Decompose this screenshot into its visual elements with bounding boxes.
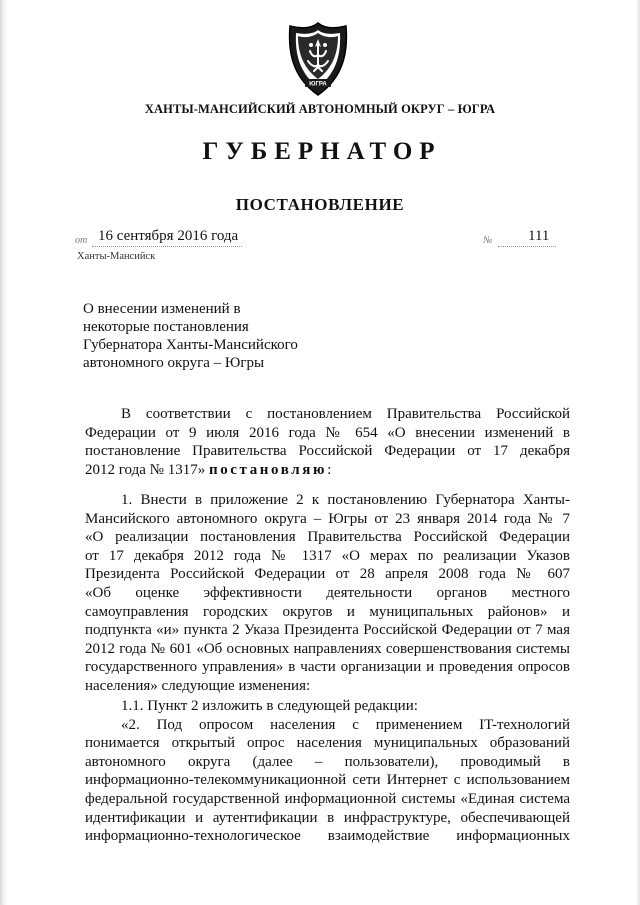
authority-title: ГУБЕРНАТОР bbox=[202, 138, 442, 165]
preamble-colon: : bbox=[327, 461, 332, 478]
paragraph-line: автономного округа (далее – пользователи), проводимый в bbox=[85, 753, 570, 770]
scan-edge-right bbox=[636, 0, 640, 905]
paragraph-line: «О реализации постановления Правительства Российской Федерации bbox=[85, 529, 570, 546]
paragraph-line: от 17 декабря 2012 года № 1317 «О мерах по реализации Указов bbox=[85, 547, 570, 564]
paragraph-line: Мансийского автономного округа – Югры от 23 января 2014 года № 7 bbox=[85, 510, 570, 527]
subject-line: некоторые постановления bbox=[83, 319, 249, 335]
item-1-1-paragraph bbox=[85, 697, 570, 846]
decree-word: постановляю bbox=[208, 461, 328, 478]
paragraph-line: населения» следующие изменения: bbox=[85, 677, 311, 694]
scan-edge-left bbox=[0, 0, 7, 905]
paragraph-line: понимается открытый опрос населения муниципальных образований bbox=[85, 735, 570, 752]
coat-of-arms-emblem bbox=[286, 21, 350, 97]
document-type: ПОСТАНОВЛЕНИЕ bbox=[235, 195, 405, 214]
paragraph-line: информационно-технологическое взаимодействие информационных bbox=[85, 828, 570, 845]
paragraph-line: самоуправления городских округов и муниципальных районов» и bbox=[85, 603, 570, 620]
paragraph-line: постановление Правительства Российской Федерации от 17 декабря bbox=[85, 443, 570, 460]
number-prefix: № bbox=[483, 235, 493, 246]
paragraph-line: информационно-телекоммуникационной сети Интернет с использованием bbox=[85, 772, 570, 789]
emblem-text: ЮГРА bbox=[309, 81, 327, 88]
date-underline bbox=[92, 246, 242, 247]
document-number: 111 bbox=[528, 228, 550, 244]
paragraph-line: идентификации и аутентификации в инфраструктуре, обеспечивающей bbox=[85, 809, 570, 826]
paragraph-line: подпункта «и» пункта 2 Указа Президента Российской Федерации от 7 мая bbox=[85, 622, 570, 639]
paragraph-line: государственного управления» в части организации и проведения опросов bbox=[85, 659, 570, 676]
paragraph-line bbox=[85, 461, 570, 480]
paragraph-line: Федерации от 9 июля 2016 года № 654 «О внесении изменений в bbox=[85, 424, 570, 441]
number-underline bbox=[498, 246, 556, 247]
paragraph-line: Президента Российской Федерации от 28 апреля 2008 года № 607 bbox=[85, 566, 570, 583]
paragraph-line: 1.1. Пункт 2 изложить в следующей редакции: bbox=[121, 698, 418, 714]
document-date: 16 сентября 2016 года bbox=[98, 228, 239, 244]
paragraph-line: 1. Внести в приложение 2 к постановлению Губернатора Ханты- bbox=[121, 492, 570, 508]
paragraph-line: В соответствии с постановлением Правительства Российской bbox=[121, 406, 570, 422]
document-city: Ханты-Мансийск bbox=[77, 251, 156, 262]
paragraph-line: «Об оценке эффективности деятельности органов местного bbox=[85, 584, 570, 601]
date-prefix: от bbox=[75, 235, 88, 246]
subject-line: автономного округа – Югры bbox=[83, 355, 265, 371]
preamble-last-text: 2012 года № 1317» bbox=[85, 461, 209, 478]
item-1-paragraph bbox=[85, 491, 570, 696]
preamble-paragraph bbox=[85, 405, 570, 479]
document-subject bbox=[83, 300, 298, 372]
subject-line: Губернатора Ханты-Мансийского bbox=[83, 337, 298, 353]
paragraph-line: «2. Под опросом населения с применением IT-технологий bbox=[121, 716, 570, 733]
paragraph-line: 2012 года № 601 «Об основных направлениях совершенствования системы bbox=[85, 640, 570, 657]
region-title: ХАНТЫ-МАНСИЙСКИЙ АВТОНОМНЫЙ ОКРУГ – ЮГРА bbox=[144, 102, 496, 116]
paragraph-line: федеральной государственной информационной системы «Единая система bbox=[85, 790, 570, 807]
subject-line: О внесении изменений в bbox=[83, 301, 241, 317]
